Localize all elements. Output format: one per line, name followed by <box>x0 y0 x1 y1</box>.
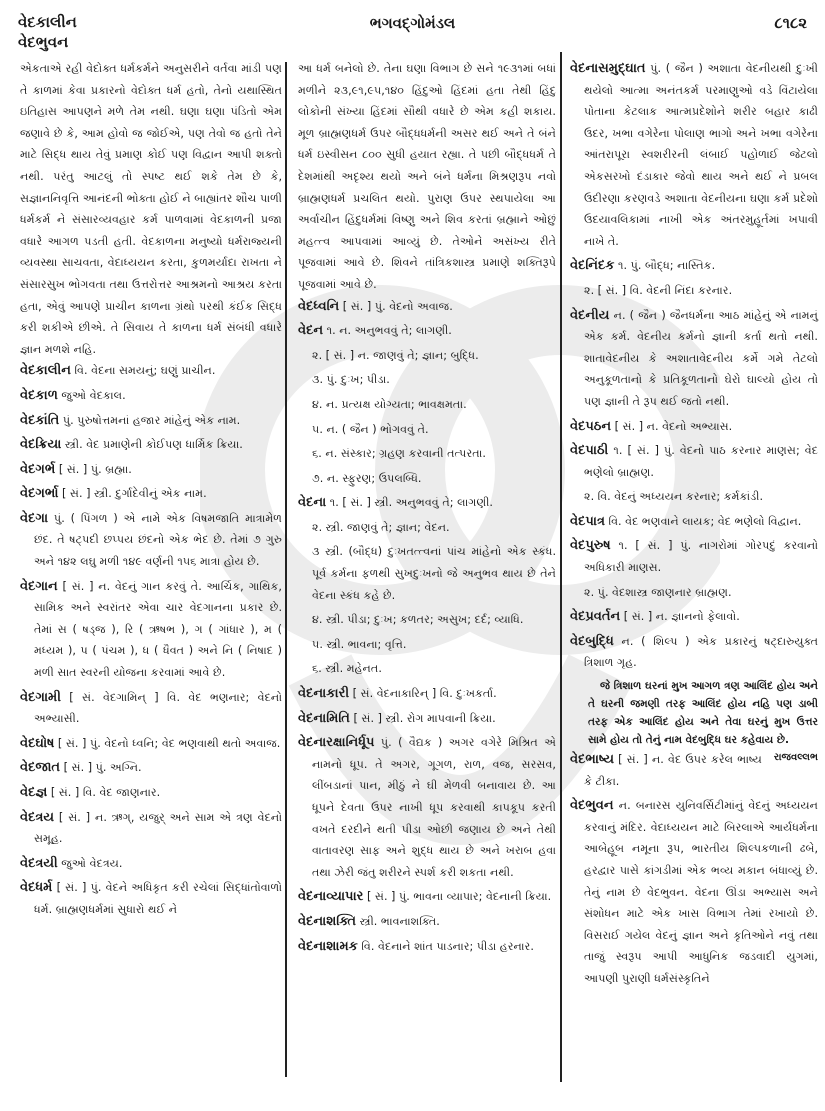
dictionary-entry <box>298 732 556 883</box>
definition: વિ. વેદનાને શાંત પાડનાર; પીડા હરનાર. <box>357 939 534 953</box>
headword: વેદનાશામક <box>298 938 358 954</box>
definition: પું. ( જૈન ) અશાતા વેદનીયથી દુઃખી થયેલો આત્મા અનંતકર્મ પરમાણુઓ વડે વિંટાયેલા પોતાના કેટલાક આત્મપ્રદેશોને શરીર બહાર કાઢી ઉદર, ખભા વગેરેના પોલાણ ભાગો અને ખભા વગેરેના આંતરાપૂરા સ્વશરીરની લંબાઈ પહોળાઈ જેટલો એકસરખો દંડાકાર જેવો થાય અને થઈ ને પ્રબલ ઉદીરણા કરણવડે અશાતા વેદનીયના ઘણા કર્મ પ્રદેશો ઉદયાવલિકામાં નાખી એક અંતરમુહૂર્તમાં ખપાવી નાખે તે. <box>584 62 818 248</box>
definition: વિ. વેદના સમયનું; ઘણું પ્રાચીન. <box>70 364 216 378</box>
definition: [ સં. ] સ્ત્રી. દુર્ગાદેવીનું એક નામ. <box>58 487 207 501</box>
column-3 <box>570 58 818 993</box>
dictionary-entry <box>298 708 556 730</box>
definition: [ સં. ] ન. વેદનો અભ્યાસ. <box>611 419 733 433</box>
headword: વેદન <box>298 323 324 339</box>
dictionary-entry <box>298 911 556 933</box>
sub-sense: ૨. સ્ત્રી. જાણવું તે; જ્ઞાન; વેદન. <box>312 520 450 534</box>
dictionary-entry <box>20 853 282 875</box>
column-divider <box>285 62 287 1077</box>
column-2 <box>298 58 556 960</box>
headword: વેદકાળ <box>20 387 58 403</box>
sub-sense: ૭. ન. સ્ફુરણ; ઉપલબ્ધિ. <box>312 471 422 485</box>
continuation-text: આ ધર્મ બનેલો છે. તેના ઘણા વિભાગ છે સને ૧૯૩૧માં બધાં મળીને ૨૩,૯૧,૯૫,૧૪૦ હિંદુઓ હિંદમાં હતા તેથી હિંદુ લોકોની સંખ્યા હિંદમાં સૌથી વધારે છે એમ કહી શકાય. મૂળ બ્રાહ્મણધર્મ ઉપર બૌદ્ધધર્મની અસર થઈ અને તે બંને ધર્મ ઇસ્વીસન ૮૦૦ સુધી હયાત રહ્યા. તે પછી બૌદ્ધધર્મ તે દેશમાંથી અદૃશ્ય થયો અને બંને ધર્મના મિશ્રણરૂપ નવો બ્રાહ્મણધર્મ પ્રચલિત થયો. પુરાણ ઉપર સ્થપાયેલા આ અર્વાચીન હિંદુધર્મમાં વિષ્ણુ અને શિવ કરતાં બ્રહ્માને ઓછું મહત્ત્વ આપવામાં આવ્યું છે. તેઓને અસંખ્ય રીતે પૂજવામાં આવે છે. શિવને તાંત્રિકશાસ્ત્ર પ્રમાણે શક્તિરૂપે પૂજવામાં આવે છે. <box>298 62 556 291</box>
dictionary-entry <box>20 385 282 407</box>
dictionary-entry <box>20 877 282 920</box>
headword: વેદપુરુષ <box>570 538 611 554</box>
definition: સ્ત્રી. વેદ પ્રમાણેની કોઈપણ ધાર્મિક ક્રિયા. <box>61 438 243 452</box>
definition: [ સં. ] ન. જ્ઞાનનો ફેલાવો. <box>620 610 740 624</box>
definition: ૧. [ સં. ] પું. વેદનો પાઠ કરનાર માણસ; વેદ ભણેલો બ્રાહ્મણ. <box>584 444 818 479</box>
definition: પું. પુરુષોત્તમનાં હજાર માંહેનું એક નામ. <box>59 413 241 427</box>
quotation-text: જે ત્રિશાળ ઘરનાં મુખ આગળ ત્રણ આલિંદ હોય અને તે ઘરની જમણી તરફ આલિંદ હોય નહિ પણ ડાબી તરફ એક આલિંદ હોય અને તેવા ઘરનું મુખ ઉત્તર સામે હોય તો તેનું નામ વેદબુદ્ધિ ઘર કહેવાય છે. <box>588 680 818 747</box>
dictionary-entry <box>20 576 282 684</box>
headword: વેદપાઠી <box>570 443 609 459</box>
sub-sense: ૪. ન. પ્રત્યક્ષ યોગ્યતા; ભાવક્ષમતા. <box>312 397 467 411</box>
sub-sense: ૨. [ સં. ] ન. જાણવું તે; જ્ઞાન; બુદ્ધિ. <box>312 348 479 362</box>
page-number: ૮૧૮૨ <box>774 14 807 32</box>
dictionary-entry <box>570 58 818 252</box>
guide-word-last: વેદભુવન <box>18 33 69 51</box>
dictionary-entry <box>20 483 282 505</box>
dictionary-entry <box>570 255 818 277</box>
definition: [ સં. વેદનાકારિન્ ] વિ. દુઃખકર્તા. <box>349 687 497 701</box>
headword: વેદઘોષ <box>20 735 55 751</box>
headword: વેદનારક્ષાનિર્ધૂપ <box>298 735 375 751</box>
definition: [ સં. ] સ્ત્રી. રોગ માપવાની ક્રિયા. <box>349 711 496 725</box>
guide-word-first: વેદકાલીન <box>18 13 77 31</box>
continuation-text: એકતાએ રહી વેદોક્ત ધર્મકર્મને અનુસરીને વર્તવા માંડી પણ તે કાળમાં કેવા પ્રકારનો વેદોક્ત ધર્મ હતો, તેનો યથાસ્થિત ઇતિહાસ આપણને મળે તેમ નથી. ઘણા ઘણા પંડિતો એમ જણાવે છે કે, આમ હોવો જ જોઈએ, પણ તેવો જ હતો તેને માટે સિદ્ધ થાય તેવું પ્રમાણ કોઈ પણ વિદ્વાન આપી શક્તો નથી. પરંતુ આટલું તો સ્પષ્ટ થઈ શકે તેમ છે કે, સજ્ઞાનનિવૃત્તિ આનંદની ભોક્તા હોઈ ને બાહ્યાંતર શૌચ પાળી ધર્મકર્મ ને સંસારવ્યવહાર કર્મ પાળવામાં વેદકાળની પ્રજા વધારે આગળ પડતી હતી. વેદકાળના મનુષ્યો ધર્મરાજ્યની વ્યવસ્થા સાચવતા, વેદાધ્યયન કરતા, કુળમર્યાદા રાખતા ને સંસારસુખ ભોગવતા તથા ઉત્તરોત્તર આશ્રમનો આશ્રય કરતા હતા, એવું આપણે પ્રાચીન કાળના ગ્રંથો પરથી કંઈક સિદ્ધ કરી શકીએ છીએ. તે સિવાય તે કાળના ધર્મ સંબંધી વધારે જ્ઞાન મળશે નહિ. <box>20 62 282 356</box>
headword: વેદના <box>298 495 327 511</box>
definition: વિ. વેદ ભણવાને લાયક; વેદ ભણેલો વિદ્વાન. <box>604 514 802 528</box>
dictionary-entry <box>570 795 818 989</box>
definition: પું. ( વૈદ્યક ) અગર વગેરે મિશ્રિત એ નામનો ધૂપ. તે અગર, ગૂગળ, રાળ, વજ, સરસવ, લીંબડાનાં પાન, મીઠું ને ઘી મેળવી બનાવાય છે. આ ધૂપને દેવતા ઉપર નાખી ધૂપ કરવાથી કાપકૂપ કરતી વખતે દરદીને થતી પીડા ઓછી જણાય છે અને તેથી વાતાવરણ સાફ અને શુદ્ધ થાય છે અને ખરાબ હવા તથા ઝેરી જંતુ શરીરને સ્પર્શ કરી શકતા નથી. <box>312 736 556 879</box>
sub-sense: ૨. પું. વેદશાસ્ત્ર જાણનાર બ્રાહ્મણ. <box>584 585 732 599</box>
headword: વેદબુદ્ધિ <box>570 633 614 649</box>
headword: વેદત્રય <box>20 809 55 825</box>
dictionary-entry <box>20 733 282 755</box>
headword: વેદનીય <box>570 307 610 323</box>
dictionary-entry <box>20 687 282 730</box>
dictionary-entry <box>570 511 818 533</box>
headword: વેદધર્મ <box>20 880 53 896</box>
headword: વેદધ્વનિ <box>298 298 340 314</box>
headword: વેદપઠન <box>570 418 612 434</box>
dictionary-entry <box>20 508 282 573</box>
headword: વેદભાષ્ય <box>570 752 615 768</box>
dictionary-entry <box>298 320 556 342</box>
dictionary-entry <box>570 440 818 483</box>
definition: પું. ( પિંગળ ) એ નામે એક વિષમજાતિ માત્રામેળ છંદ. તે ષટ્પદી છપ્પય છંદનો એક ભેદ છે. તેમાં ૭ ગુરુ અને ૧૪૨ લઘુ મળી ૧૪૯ વર્ણની ૧૫૬ માત્રા હોય છે. <box>34 511 282 569</box>
headword: વેદનિંદક <box>570 258 615 274</box>
headword: વેદનામિતિ <box>298 710 350 726</box>
definition: [ સં. ] ન. વેદ ઉપર કરેલ ભાષ્ય કે ટીકા. <box>584 753 762 788</box>
sub-sense: ૩. પું. દુઃખ; પીડા. <box>312 373 390 387</box>
dictionary-entry <box>570 535 818 578</box>
definition: ન. બનારસ યુનિવર્સિટીમાંનું વેદનું અધ્યયન કરવાનું મંદિર. વેદાધ્યયન માટે બિરલાએ આર્યધર્મના આબેહૂબ નમૂના રૂપ, ભારતીય શિલ્પકળાની ઢબે, હરદ્વાર પાસે કાંગડીમાં એક ભવ્ય મકાન બંધાવ્યું છે. તેનું નામ છે વેદભુવન. વેદના ઊંડા અભ્યાસ અને સંશોધન માટે એક ખાસ વિભાગ તેમાં રખાયો છે. વિસરાઈ ગયેલ વેદનું જ્ઞાન અને કૃતિઓને નવું તથા તાજું સ્વરૂપ આપી આધુનિક જડવાદી યુગમાં, આપણી પુરાણી ધર્મસંસ્કૃતિને <box>584 799 818 985</box>
definition: [ સં. ] પું. બ્રહ્મા. <box>55 462 132 476</box>
definition: જુઓ વેદત્રય. <box>57 856 123 870</box>
definition: [ સં. ] પું. ભાવના વ્યાપાર; વેદનાની ક્રિયા. <box>363 890 552 904</box>
definition: [ સં. ] પું. વેદનો અવાજ. <box>339 299 453 313</box>
headword: વેદપાત્ર <box>570 513 605 529</box>
definition: [ સં. વેદગામિન્ ] વિ. વેદ ભણનાર; વેદનો અભ્યાસી. <box>34 690 282 726</box>
definition: [ સં. ] પું. વેદને અધિકૃત કરી રચેલાં સિદ્ધાંતોવાળો ધર્મ. બ્રાહ્મણધર્મમાં સુધારો થઈ ને <box>34 881 282 916</box>
headword: વેદનાશક્તિ <box>298 913 357 929</box>
headword: વેદપ્રવર્તન <box>570 609 621 625</box>
sub-sense: ૫. સ્ત્રી. ભાવના; વૃત્તિ. <box>312 637 407 651</box>
headword: વેદકાલીન <box>20 363 71 379</box>
dictionary-entry <box>298 492 556 514</box>
headword: વેદક્રિયા <box>20 437 62 453</box>
headword: વેદભુવન <box>570 798 614 814</box>
dictionary-entry <box>20 782 282 804</box>
sub-sense: ૩ સ્ત્રી. (બૌદ્ધ) દુઃખતત્ત્વનાં પાંચ માંહેનો એક સ્કંધ. પૂર્વ કર્મના ફળથી સુખદુઃખનો જે અનુભવ થાય છે તેને વેદના સ્કંધ કહે છે. <box>312 545 556 602</box>
headword: વેદગર્ભ <box>20 461 56 477</box>
dictionary-entry <box>570 305 818 413</box>
headword: વેદગર્ભા <box>20 486 59 502</box>
definition: જુઓ વેદકાલ. <box>57 388 126 402</box>
definition: [ સં. ] વિ. વેદ જાણનાર. <box>47 786 161 799</box>
dictionary-entry <box>20 434 282 456</box>
definition: [ સં. ] ન. ઋગ્, યજુર્ અને સામ એ ત્રણ વેદનો સમૂહ. <box>34 810 282 846</box>
dictionary-entry <box>20 807 282 850</box>
headword: વેદગાન <box>20 578 58 594</box>
dictionary-entry <box>20 360 282 382</box>
dictionary-entry <box>20 410 282 432</box>
dictionary-entry <box>298 296 556 318</box>
definition: ૧. [ સં. ] સ્ત્રી. અનુભવવું તે; લાગણી. <box>326 496 493 510</box>
dictionary-entry <box>570 631 818 674</box>
dictionary-entry <box>20 459 282 481</box>
column-divider <box>560 52 562 1082</box>
column-1 <box>20 58 282 924</box>
sub-sense: ૬. સ્ત્રી. મહેનત. <box>312 662 382 676</box>
quotation-source: રાજવલ્લભ <box>773 752 818 764</box>
headword: વેદજ્ઞ <box>20 785 48 800</box>
sub-sense: ૪. સ્ત્રી. પીડા; દુઃખ; કળતર; અસુખ; દર્દ; વ્યાધિ. <box>312 613 524 627</box>
dictionary-entry <box>298 886 556 908</box>
definition: [ સં. ] પું. વેદનો ધ્વનિ; વેદ ભણવાથી થતો અવાજ. <box>54 736 281 750</box>
definition: ન. ( જૈન ) જૈનધર્મના આઠ માંહેનું એ નામનું એક કર્મ. વેદનીય કર્મનો જ્ઞાની કર્તા થતો નથી. શાતાવેદનીય કે અશાતાવેદનીય કર્મે ગમે તેટલો અનુકૂળતાનો કે પ્રતિકૂળતાનો ઘેરો ઘાલ્યો હોય તો પણ જ્ઞાની તે રૂપ થઈ જતો નથી. <box>584 308 818 408</box>
definition: સ્ત્રી. ભાવનાશક્તિ. <box>356 914 440 928</box>
headword: વેદકાંતિ <box>20 412 60 428</box>
page-header <box>0 0 825 55</box>
headword: વેદત્રયી <box>20 855 58 871</box>
sub-sense: ૫. ન. ( જૈન ) ભોગવવું તે. <box>312 422 429 436</box>
definition: ૧. ન. અનુભવવું તે; લાગણી. <box>323 324 452 338</box>
dictionary-entry <box>20 757 282 779</box>
headword: વેદજાત <box>20 760 61 776</box>
definition: [ સં. ] ન. વેદનું ગાન કરવું તે. આર્ચિક, ગાથિક, સામિક અને સ્વરાંતર એવા ચાર વેદગાનના પ્રકાર છે. તેમાં સ ( ષડ્જ ), રિ ( ઋષભ ), ગ ( ગાંધાર ), મ ( મધ્યમ ), પ ( પંચમ ), ધ ( ધૈવત ) અને નિ ( નિષાદ ) મળી સાત સ્વરની યોજના કરવામાં આવે છે. <box>34 579 282 680</box>
page-title: ભગવદ્ગોમંડલ <box>369 14 456 32</box>
headword: વેદગામી <box>20 689 61 705</box>
headword: વેદનાકારી <box>298 686 350 702</box>
definition: [ સં. ] પું. અગ્નિ. <box>60 761 142 775</box>
dictionary-entry <box>298 936 556 958</box>
dictionary-entry <box>570 416 818 438</box>
definition: ન. ( શિલ્પ ) એક પ્રકારનું ષટ્દારુયુક્ત ત્રિશાળ ગૃહ. <box>584 634 818 670</box>
headword: વેદનાવ્યાપાર <box>298 889 364 905</box>
dictionary-entry <box>298 683 556 705</box>
dictionary-entry <box>570 606 818 628</box>
headword: વેદગા <box>20 510 49 526</box>
headword: વેદનાસમુદ્ઘાત <box>570 61 646 76</box>
sub-sense: ૨. વિ. વેદનું અધ્યયન કરનાર; કર્મકાંડી. <box>584 490 764 504</box>
definition: ૧. પું. બૌદ્ધ; નાસ્તિક. <box>614 259 716 273</box>
sub-sense: ૬. ન. સંસ્કાર; ગ્રહણ કરવાની તત્પરતા. <box>312 447 486 461</box>
definition: ૧. [ સં. ] પું. નાગરોમાં ગોરપદું કરવાનો અધિકારી માણસ. <box>584 539 818 575</box>
sub-sense: ૨. [ સં. ] વિ. વેદની નિંદા કરનાર. <box>584 283 733 297</box>
